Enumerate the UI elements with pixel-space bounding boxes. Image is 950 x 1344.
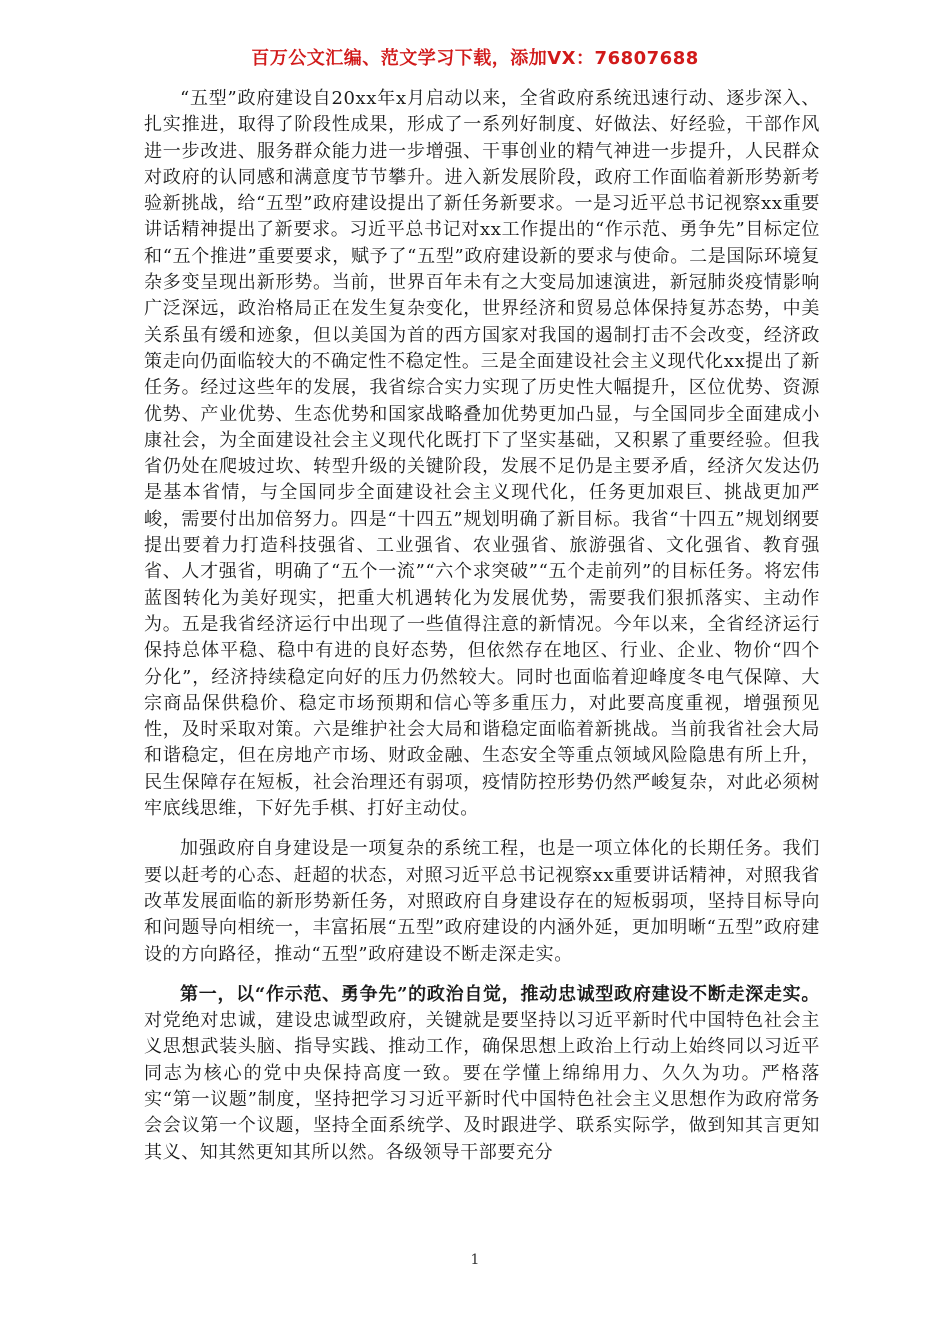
paragraph-task: 加强政府自身建设是一项复杂的系统工程，也是一项立体化的长期任务。我们要以赶考的心态、赶超的状态，对照习近平总书记视察xx重要讲话精神，对照我省改革发展面临的新形势新任务，对照政府自身建设存在的短板弱项，坚持目标导向和问题导向相统一，丰富拓展“五型”政府建设的内涵外延，更加明晰“五型”政府建设的方向路径，推动“五型”政府建设不断走深走实。 — [144, 838, 820, 965]
paragraph-first-point-body: 对党绝对忠诚，建设忠诚型政府，关键就是要坚持以习近平新时代中国特色社会主义思想武装头脑、指导实践、推动工作，确保思想上政治上行动上始终同以习近平同志为核心的党中央保持高度一致。要在学懂上绵绵用力、久久为功。严格落实“第一议题”制度，坚持把学习习近平新时代中国特色社会主义思想作为政府常务会会议第一个议题，坚持全面系统学、及时跟进学、联系实际学，做到知其言更知其义、知其然更知其所以然。各级领导干部要充分 — [144, 1010, 820, 1163]
paragraph-first-point — [144, 982, 820, 1166]
document-body — [144, 86, 820, 1166]
page-number: 1 — [470, 1252, 480, 1268]
watermark-header: 百万公文汇编、范文学习下载，添加VX：76807688 — [251, 48, 699, 69]
paragraph-situation: “五型”政府建设自20xx年x月启动以来，全省政府系统迅速行动、逐步深入、扎实推进，取得了阶段性成果，形成了一系列好制度、好做法、好经验，干部作风进一步改进、服务群众能力进一步增强、干事创业的精气神进一步提升，人民群众对政府的认同感和满意度节节攀升。进入新发展阶段，政府工作面临着新形势新考验新挑战，给“五型”政府建设提出了新任务新要求。一是习近平总书记视察xx重要讲话精神提出了新要求。习近平总书记对xx工作提出的“作示范、勇争先”目标定位和“五个推进”重要要求，赋予了“五型”政府建设新的要求与使命。二是国际环境复杂多变呈现出新形势。当前，世界百年未有之大变局加速演进，新冠肺炎疫情影响广泛深远，政治格局正在发生复杂变化，世界经济和贸易总体保持复苏态势，中美关系虽有缓和迹象，但以美国为首的西方国家对我国的遏制打击不会改变，经济政策走向仍面临较大的不确定性不稳定性。三是全面建设社会主义现代化xx提出了新任务。经过这些年的发展，我省综合实力实现了历史性大幅提升，区位优势、资源优势、产业优势、生态优势和国家战略叠加优势更加凸显，与全国同步全面建成小康社会，为全面建设社会主义现代化既打下了坚实基础，又积累了重要经验。但我省仍处在爬坡过坎、转型升级的关键阶段，发展不足仍是主要矛盾，经济欠发达仍是基本省情，与全国同步全面建设社会主义现代化，任务更加艰巨、挑战更加严峻，需要付出加倍努力。四是“十四五”规划明确了新目标。我省“十四五”规划纲要提出要着力打造科技强省、工业强省、农业强省、旅游强省、文化强省、教育强省、人才强省，明确了“五个一流”“六个求突破”“五个走前列”的目标任务。将宏伟蓝图转化为美好现实，把重大机遇转化为发展优势，需要我们狠抓落实、主动作为。五是我省经济运行中出现了一些值得注意的新情况。今年以来，全省经济运行保持总体平稳、稳中有进的良好态势，但依然存在地区、行业、企业、物价“四个分化”，经济持续稳定向好的压力仍然较大。同时也面临着迎峰度冬电气保障、大宗商品保供稳价、稳定市场预期和信心等多重压力，对此要高度重视，增强预见性，及时采取对策。六是维护社会大局和谐稳定面临着新挑战。当前我省社会大局和谐稳定，但在房地产市场、财政金融、生态安全等重点领域风险隐患有所上升，民生保障存在短板，社会治理还有弱项，疫情防控形势仍然严峻复杂，对此必须树牢底线思维，下好先手棋、打好主动仗。 — [144, 88, 820, 820]
paragraph-lead-heading: 第一，以“作示范、勇争先”的政治自觉，推动忠诚型政府建设不断走深走实。 — [180, 983, 820, 1005]
